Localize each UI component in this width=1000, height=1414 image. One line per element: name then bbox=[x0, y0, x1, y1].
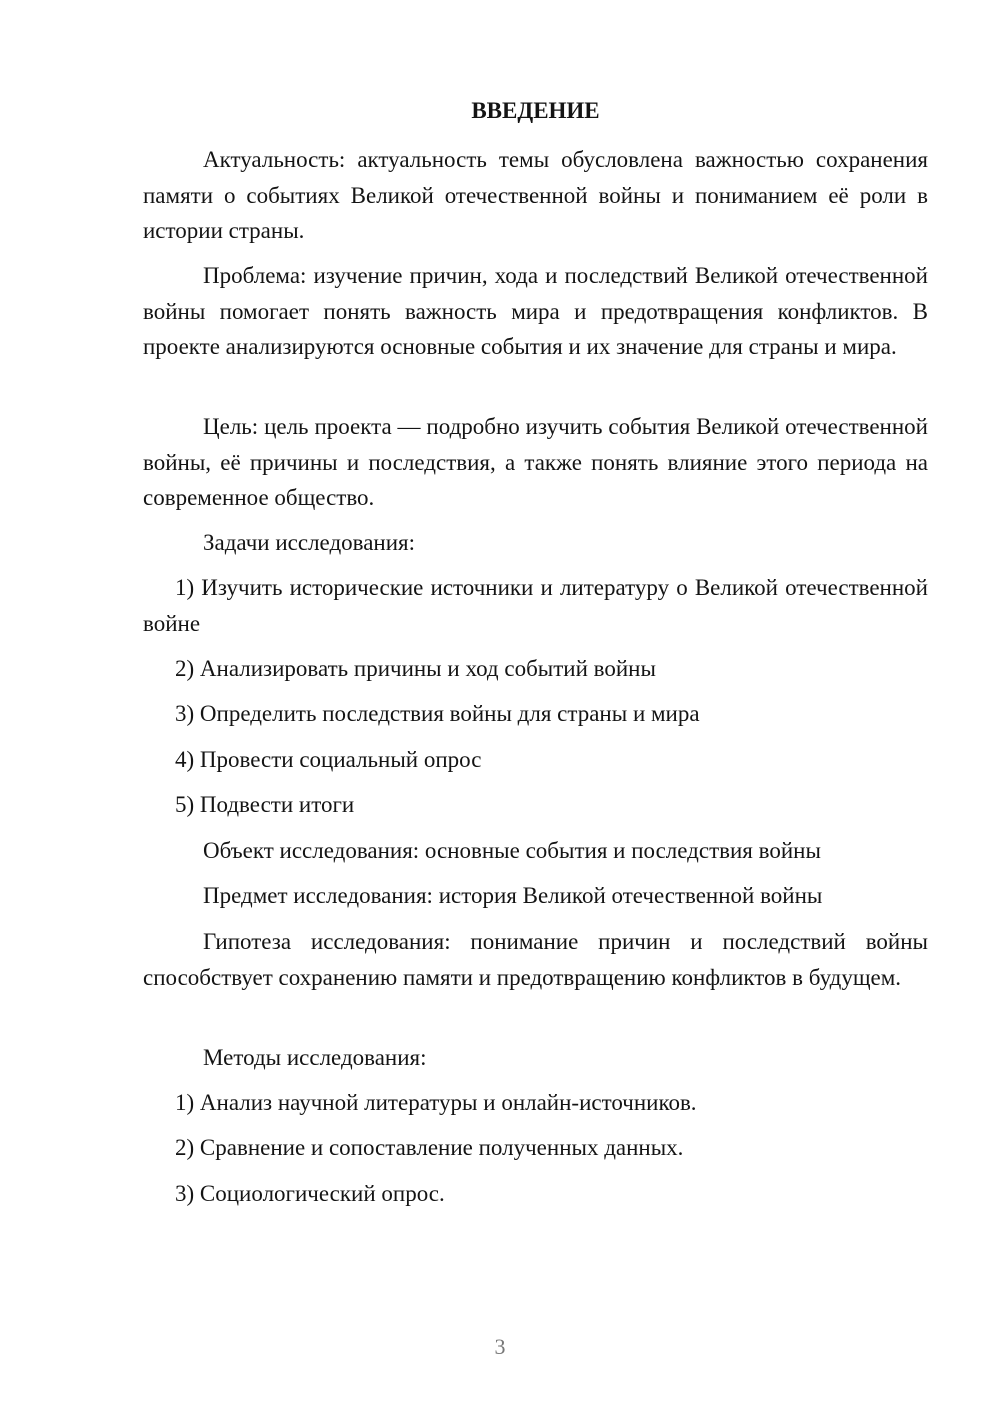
page-title: ВВЕДЕНИЕ bbox=[471, 98, 600, 123]
method-item-1: 1) Анализ научной литературы и онлайн-источников. bbox=[175, 1090, 697, 1115]
method-item-2: 2) Сравнение и сопоставление полученных данных. bbox=[175, 1135, 684, 1160]
paragraph-subject: Предмет исследования: история Великой отечественной войны bbox=[203, 883, 823, 908]
paragraph-hypothesis: Гипотеза исследования: понимание причин и последствий войны способствует сохранению памяти и предотвращению конфликтов в будущем. bbox=[143, 929, 928, 990]
task-item-1: 1) Изучить исторические источники и литературу о Великой отечественной войне bbox=[143, 575, 928, 636]
paragraph-problem: Проблема: изучение причин, хода и последствий Великой отечественной войны помогает понять важность мира и предотвращения конфликтов. В проекте анализируются основные события и их значение для страны и мира. bbox=[143, 263, 928, 359]
paragraph-object: Объект исследования: основные события и последствия войны bbox=[203, 838, 821, 863]
task-item-4: 4) Провести социальный опрос bbox=[175, 747, 482, 772]
task-item-5: 5) Подвести итоги bbox=[175, 792, 355, 817]
page-number: 3 bbox=[494, 1334, 506, 1359]
task-item-2: 2) Анализировать причины и ход событий войны bbox=[175, 656, 656, 681]
tasks-heading: Задачи исследования: bbox=[203, 530, 416, 555]
paragraph-relevance: Актуальность: актуальность темы обусловлена важностью сохранения памяти о событиях Великой отечественной войны и пониманием её роли в истории страны. bbox=[143, 147, 928, 243]
method-item-3: 3) Социологический опрос. bbox=[175, 1181, 445, 1206]
document-page bbox=[143, 0, 928, 1414]
task-item-3: 3) Определить последствия войны для страны и мира bbox=[175, 701, 700, 726]
methods-heading: Методы исследования: bbox=[203, 1045, 427, 1070]
paragraph-goal: Цель: цель проекта — подробно изучить события Великой отечественной войны, её причины и последствия, а также понять влияние этого периода на современное общество. bbox=[143, 414, 928, 510]
